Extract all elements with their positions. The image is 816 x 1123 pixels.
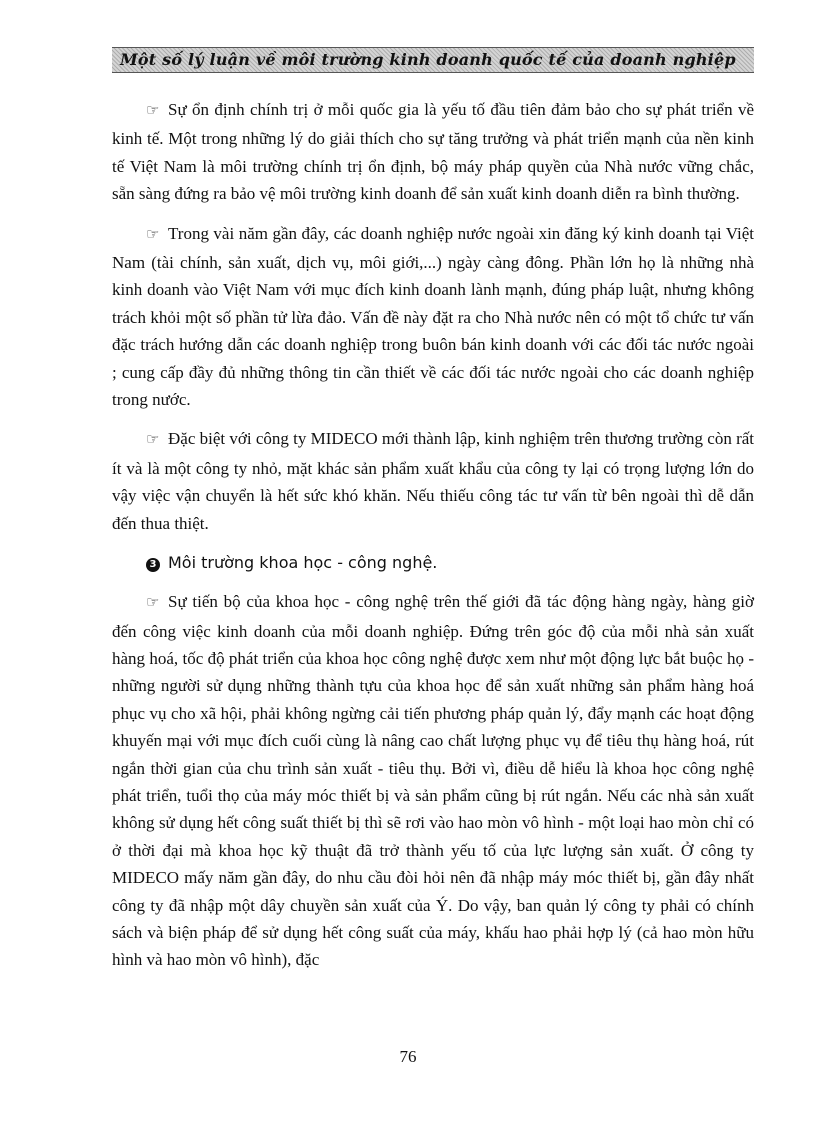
paragraph-text: Đặc biệt với công ty MIDECO mới thành lập, kinh nghiệm trên thương trường còn rất ít và là một công ty nhỏ, mặt khác sản phẩm xuất khẩu của công ty lại có trọng lượng lớn do vậy việc vận chuyển là hết sức khó khăn. Nếu thiếu công tác tư vấn từ bên ngoài thì dễ dẫn đến thua thiệt.	[112, 429, 755, 533]
section-heading	[112, 549, 754, 576]
paragraph	[112, 425, 754, 537]
paragraph-text: Sự ổn định chính trị ở mỗi quốc gia là yếu tố đầu tiên đảm bảo cho sự phát triển về kinh tế. Một trong những lý do giải thích cho sự tăng trưởng và phát triển mạnh của nền kinh tế Việt Nam là môi trường chính trị ổn định, bộ máy pháp quyền của Nhà nước vững chắc, sẵn sàng đứng ra bảo vệ môi trường kinh doanh để sản xuất kinh doanh diễn ra bình thường.	[112, 100, 754, 204]
running-header: Một số lý luận về môi trường kinh doanh quốc tế của doanh nghiệp	[112, 47, 754, 73]
paragraph-text: Trong vài năm gần đây, các doanh nghiệp nước ngoài xin đăng ký kinh doanh tại Việt Nam (tài chính, sản xuất, dịch vụ, môi giới,...) ngày càng đông. Phần lớn họ là những nhà kinh doanh vào Việt Nam với mục đích kinh doanh lành mạnh, đúng pháp luật, nhưng không trách khỏi một số phần tử lừa đảo. Vấn đề này đặt ra cho Nhà nước nên có một tổ chức tư vấn đặc trách hướng dẫn các doanh nghiệp trong buôn bán kinh doanh với các đối tác nước ngoài ; cung cấp đầy đủ những thông tin cần thiết về các đối tác nước ngoài cho các doanh nghiệp trong nước.	[112, 223, 754, 410]
section-number-badge: 3	[146, 558, 160, 572]
page-number: 76	[399, 1047, 417, 1066]
pointing-hand-icon: ☞	[146, 595, 160, 612]
page-body	[112, 96, 754, 974]
paragraph	[112, 220, 754, 414]
paragraph-text: Sự tiến bộ của khoa học - công nghệ trên thế giới đã tác động hàng ngày, hàng giờ đến công việc kinh doanh của mỗi doanh nghiệp. Đứng trên góc độ của mỗi nhà sản xuất hàng hoá, tốc độ phát triển của khoa học công nghệ được xem như một động lực bắt buộc họ - những người sử dụng những thành tựu của khoa học để sản xuất những sản phẩm hàng hoá phục vụ cho xã hội, phải không ngừng cải tiến phương pháp quản lý, đẩy mạnh các hoạt động khuyến mại với mục đích cuối cùng là nâng cao chất lượng phục vụ để tiêu thụ hàng hoá, rút ngắn thời gian của chu trình sản xuất - tiêu thụ. Bởi vì, điều dễ hiểu là khoa học công nghệ phát triển, tuổi thọ của máy móc thiết bị và sản phẩm cũng bị rút ngắn. Nếu các nhà sản xuất không sử dụng hết công suất thiết bị thì sẽ rơi vào hao mòn vô hình - một loại hao mòn chỉ có ở thời đại mà khoa học kỹ thuật đã trở thành yếu tố của lực lượng sản xuất. Ở công ty MIDECO mấy năm gần đây, do nhu cầu đòi hỏi nên đã nhập máy móc thiết bị, gần đây nhất công ty đã nhập một dây chuyền sản xuất của Ý. Do vậy, ban quản lý công ty phải có chính sách và biện pháp để sử dụng hết công suất của máy, khấu hao phải hợp lý (cả hao mòn hữu hình và hao mòn vô hình), đặc	[112, 592, 754, 970]
pointing-hand-icon: ☞	[146, 432, 160, 449]
paragraph	[112, 588, 754, 974]
paragraph	[112, 96, 754, 208]
pointing-hand-icon: ☞	[146, 103, 160, 119]
section-title: Môi trường khoa học - công nghệ.	[168, 553, 438, 573]
pointing-hand-icon: ☞	[146, 226, 160, 243]
